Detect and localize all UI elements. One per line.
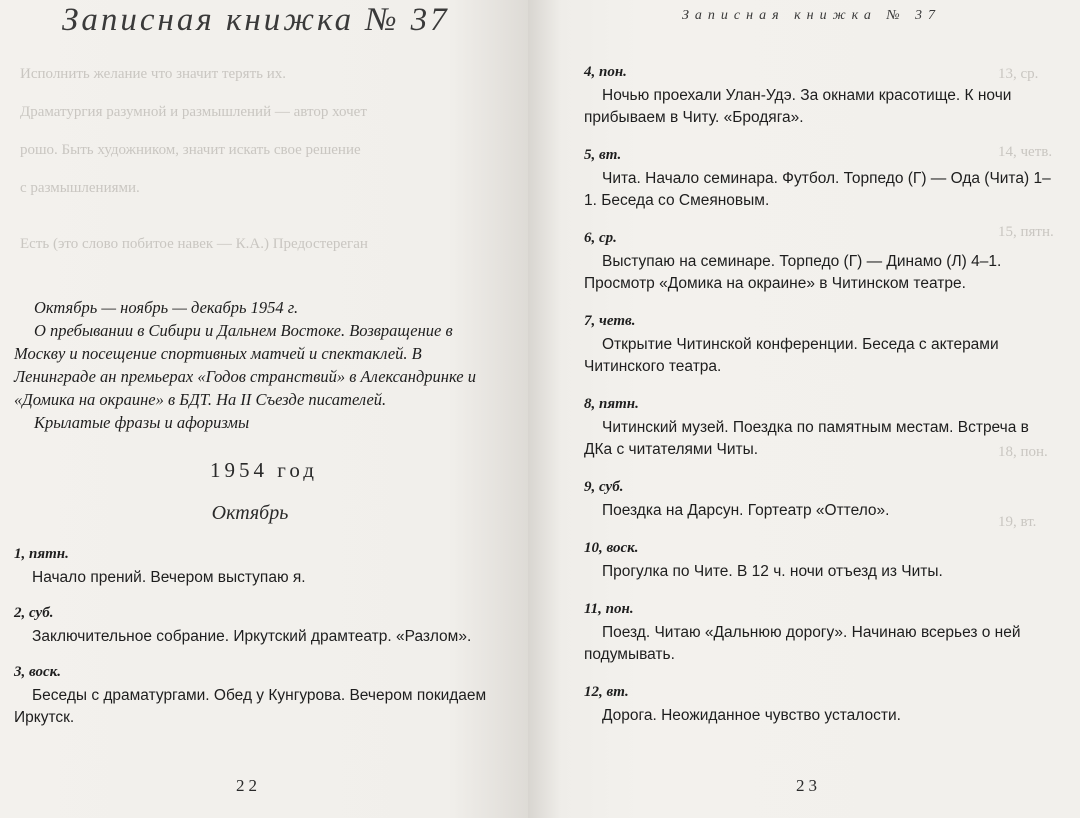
diary-entry — [584, 62, 1060, 129]
entry-text: Открытие Читинской конференции. Беседа с актерами Читинского театра. — [584, 336, 999, 375]
entry-text: Выступаю на семинаре. Торпедо (Г) — Динамо (Л) 4–1. Просмотр «Домика на окраине» в Читинском театре. — [584, 253, 1002, 292]
entry-date: 10, воск. — [584, 540, 639, 556]
entry-date: 6, ср. — [584, 230, 617, 246]
entry-date: 9, суб. — [584, 479, 624, 495]
diary-entry — [584, 394, 1060, 461]
entry-date: 11, пон. — [584, 601, 634, 617]
bleed-through-text: Исполнить желание что значит терять их. — [20, 66, 287, 82]
diary-entry — [14, 662, 492, 729]
entry-text: Читинский музей. Поездка по памятным местам. Встреча в ДКа с читателями Читы. — [584, 419, 1029, 458]
diary-entry — [14, 544, 492, 589]
entry-date: 2, суб. — [14, 605, 54, 621]
year-heading: 1954 год — [210, 458, 318, 482]
running-head: Записная книжка № 37 — [682, 8, 942, 23]
running-head: Записная книжка № 37 — [62, 2, 450, 38]
diary-entry — [584, 477, 1060, 522]
bleed-through-text: 14, четв. — [998, 144, 1053, 160]
entry-date: 7, четв. — [584, 313, 636, 329]
diary-entry — [14, 603, 492, 648]
bleed-through-text: 18, пон. — [998, 444, 1048, 460]
bleed-through-text: с размышлениями. — [20, 180, 140, 196]
diary-entries-right — [584, 62, 1060, 743]
bleed-through-text: Драматургия разумной и размышлений — автор хочет — [20, 104, 367, 120]
entry-text: Чита. Начало семинара. Футбол. Торпедо (Г) — Ода (Чита) 1–1. Беседа со Смеяновым. — [584, 170, 1051, 209]
bleed-through-text: Есть (это слово побитое навек — К.А.) Предостереган — [20, 236, 368, 252]
page-number: 22 — [236, 776, 261, 795]
bleed-through-text: рошо. Быть художником, значит искать свое решение — [20, 142, 361, 158]
entry-text: Начало прений. Вечером выступаю я. — [32, 569, 306, 586]
entry-text: Беседы с драматургами. Обед у Кунгурова. Вечером покидаем Иркутск. — [14, 687, 487, 726]
entry-date: 12, вт. — [584, 684, 629, 700]
entry-text: Поезд. Читаю «Дальнюю дорогу». Начинаю всерьез о ней подумывать. — [584, 624, 1021, 663]
bleed-through-text: 13, ср. — [998, 66, 1039, 82]
diary-entry — [584, 311, 1060, 378]
diary-entry — [584, 538, 1060, 583]
entry-text: Заключительное собрание. Иркутский драмтеатр. «Разлом». — [32, 628, 472, 645]
bleed-through-text: 15, пятн. — [998, 224, 1054, 240]
intro-aphorisms: Крылатые фразы и афоризмы — [34, 413, 250, 432]
left-page — [0, 0, 528, 818]
entry-date: 5, вт. — [584, 147, 622, 163]
right-page — [528, 0, 1080, 818]
page-number: 23 — [796, 776, 821, 795]
month-heading: Октябрь — [211, 502, 289, 524]
diary-entry — [584, 228, 1060, 295]
entry-date: 8, пятн. — [584, 396, 639, 412]
diary-entries-left — [14, 544, 492, 743]
entry-text: Прогулка по Чите. В 12 ч. ночи отъезд из Читы. — [602, 563, 943, 580]
chapter-intro — [14, 296, 484, 434]
intro-dates: Октябрь — ноябрь — декабрь 1954 г. — [34, 298, 299, 317]
diary-entry — [584, 682, 1060, 727]
entry-date: 4, пон. — [584, 64, 627, 80]
entry-date: 3, воск. — [14, 664, 62, 680]
diary-entry — [584, 599, 1060, 666]
bleed-through-text: 19, вт. — [998, 514, 1037, 530]
entry-text: Поездка на Дарсун. Гортеатр «Оттело». — [602, 502, 890, 519]
entry-text: Дорога. Неожиданное чувство усталости. — [602, 707, 901, 724]
entry-text: Ночью проехали Улан-Удэ. За окнами красотище. К ночи прибываем в Читу. «Бродяга». — [584, 87, 1012, 126]
entry-date: 1, пятн. — [14, 546, 69, 562]
diary-entry — [584, 145, 1060, 212]
intro-summary: О пребывании в Сибири и Дальнем Востоке. Возвращение в Москву и посещение спортивных матчей и спектаклей. В Ленинграде ан премьерах «Годов странствий» в Александринке и «Домика на окраине» в БДТ. На II Съезде писателей. — [14, 321, 476, 409]
